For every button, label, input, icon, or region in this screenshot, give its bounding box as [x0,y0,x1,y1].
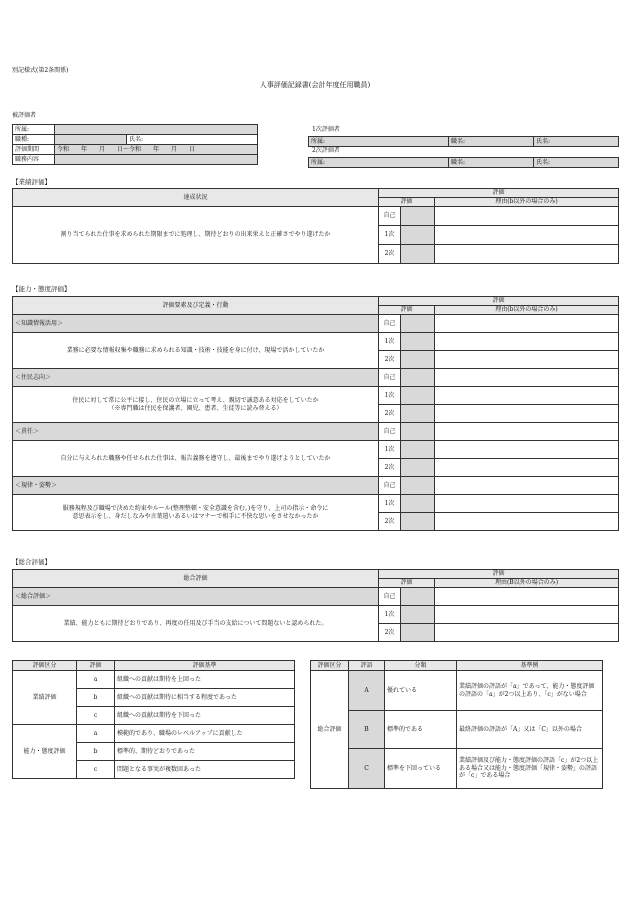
criteria-grade: c [77,707,115,725]
performance-rating-header: 評価 [379,198,435,207]
second-name-label: 氏名: [536,158,551,166]
performance-self-rating[interactable] [401,207,435,226]
competency-item-text: 住民に対して常に公平に接し、住民の立場に立って考え、親切で誠意ある対応をしていたか （※専門職は住民を保護者、園児、患者、生徒等に読み替える） [13,387,379,423]
criteria-left-header: 評価 [77,661,115,671]
criteria-class: 標準的である [385,711,457,749]
row-first-label: 1次 [379,606,401,624]
performance-second-reason[interactable] [435,245,619,264]
criteria-right-header: 評語 [349,661,385,671]
competency-self-reason[interactable] [435,315,619,333]
competency-item-text: 業務に必要な情報収集や職務に求められる知識・技術・技能を身に付け、現場で活かしていたか [13,333,379,369]
criteria-grade: a [77,725,115,743]
period-to: 令和 年 月 日 [129,145,196,153]
competency-first-rating[interactable] [401,495,435,513]
row-second-label: 2次 [379,513,401,531]
row-self-label: 自己 [379,423,401,441]
competency-item-text: 服務規程及び職場で決めた約束やルール(整理整頓・安全意識を含む。)を守り、上司の指示・命令に 意思表示をし、身だしなみや言葉遣いあるいはマナーで相手に不快な思いをさせなかったか [13,495,379,531]
criteria-class: 優れている [385,671,457,711]
criteria-example: 最終評価の評語が「A」又は「C」以外の場合 [457,711,603,749]
duties-field[interactable] [55,155,258,165]
first-title-label: 職名: [451,137,466,145]
competency-second-reason[interactable] [435,351,619,369]
row-self-label: 自己 [379,369,401,387]
overall-heading: 【総合評価】 [12,558,51,566]
affiliation-field[interactable] [55,125,258,135]
row-self-label: 自己 [379,207,401,226]
competency-heading: 【能力・態度評価】 [12,285,71,293]
first-name-label: 氏名: [536,137,551,145]
first-title-field[interactable] [449,137,534,147]
criteria-grade: B [349,711,385,749]
competency-first-reason[interactable] [435,333,619,351]
competency-eval-header: 評価 [379,297,619,306]
row-second-label: 2次 [379,405,401,423]
name-cell[interactable] [127,135,258,145]
row-self-label: 自己 [379,588,401,606]
competency-self-rating[interactable] [401,369,435,387]
competency-self-rating[interactable] [401,423,435,441]
criteria-text: 標準的、期待どおりであった [115,743,295,761]
criteria-group-overall: 総合評価 [311,671,349,789]
name-label: 氏名: [129,135,144,143]
overall-first-reason[interactable] [435,606,619,624]
criteria-right-header: 基準例 [457,661,603,671]
criteria-right-header: 分類 [385,661,457,671]
criteria-left-table [12,660,295,779]
competency-item-label: ＜知識情報活用＞ [13,315,379,333]
overall-self-reason[interactable] [435,588,619,606]
competency-self-rating[interactable] [401,477,435,495]
performance-first-reason[interactable] [435,226,619,245]
second-evaluator-heading: 2次評価者 [312,147,340,154]
performance-first-rating[interactable] [401,226,435,245]
competency-self-reason[interactable] [435,423,619,441]
competency-second-rating[interactable] [401,351,435,369]
performance-eval-header: 評価 [379,189,619,198]
overall-eval-header: 評価 [379,570,619,579]
second-affiliation-label: 所属: [311,158,326,166]
row-second-label: 2次 [379,624,401,642]
overall-reason-header: 理由(B以外の場合のみ) [435,579,619,588]
second-evaluator-table [308,157,619,168]
second-affiliation-field[interactable] [309,158,449,168]
row-first-label: 1次 [379,441,401,459]
competency-second-reason[interactable] [435,459,619,477]
competency-first-reason[interactable] [435,387,619,405]
criteria-grade: b [77,689,115,707]
criteria-example: 業績評価及び能力・態度評価の評語「c」が2つ以上ある場合又は能力・態度評価「規律・姿勢」の評語が「c」である場合 [457,749,603,789]
overall-table [12,569,619,642]
criteria-grade: C [349,749,385,789]
period-label: 評価期間 [13,145,55,155]
performance-self-reason[interactable] [435,207,619,226]
row-second-label: 2次 [379,245,401,264]
criteria-text: 模範的であり、職場のレベルアップに貢献した [115,725,295,743]
criteria-text: 組織への貢献は期待を下回った [115,707,295,725]
row-first-label: 1次 [379,333,401,351]
affiliation-label: 所属: [13,125,55,135]
overall-first-rating[interactable] [401,606,435,624]
performance-reason-header: 理由(b以外の場合のみ) [435,198,619,207]
competency-self-reason[interactable] [435,369,619,387]
criteria-grade: b [77,743,115,761]
first-name-field[interactable] [534,137,619,147]
performance-second-rating[interactable] [401,245,435,264]
competency-first-rating[interactable] [401,441,435,459]
competency-self-rating[interactable] [401,315,435,333]
criteria-left-header: 評価基準 [115,661,295,671]
competency-first-reason[interactable] [435,441,619,459]
overall-main-header: 総合評価 [13,570,379,588]
row-second-label: 2次 [379,459,401,477]
criteria-grade: c [77,761,115,779]
criteria-left-header: 評価区分 [13,661,77,671]
competency-item-label: ＜責任＞ [13,423,379,441]
competency-item-label: ＜規律・姿勢＞ [13,477,379,495]
criteria-grade: A [349,671,385,711]
overall-item-text: 業績、能力ともに期待どおりであり、再度の任用及び手当の支給について問題ないと認められた。 [13,606,379,642]
competency-reason-header: 理由(b以外の場合のみ) [435,306,619,315]
competency-item-text: 自分に与えられた職務や任せられた仕事は、報告義務を遵守し、最後までやり遂げようとしていたか [13,441,379,477]
overall-item-label: ＜総合評価＞ [13,588,379,606]
criteria-group-competency: 能力・態度評価 [13,725,77,779]
first-affiliation-field[interactable] [309,137,449,147]
criteria-text: 組織への貢献は期待を上回った [115,671,295,689]
position-field[interactable] [55,135,127,145]
form-number: 別記様式(第2条関係) [12,67,69,74]
position-label: 職種: [13,135,55,145]
performance-heading: 【業績評価】 [12,178,51,186]
duties-label: 職務内容 [13,155,55,165]
criteria-text: 組織への貢献は期待に相当する程度であった [115,689,295,707]
row-first-label: 1次 [379,387,401,405]
evaluatee-table [12,124,258,165]
row-self-label: 自己 [379,477,401,495]
performance-item: 割り当てられた仕事を求められた期限までに処理し、期待どおりの出来栄えと正確さでやり遂げたか [13,207,379,264]
row-self-label: 自己 [379,315,401,333]
competency-criteria-header: 評価要素及び定義・行動 [13,297,379,315]
period-field[interactable] [55,145,258,155]
performance-table [12,188,619,264]
first-affiliation-label: 所属: [311,137,326,145]
row-first-label: 1次 [379,495,401,513]
criteria-group-performance: 業績評価 [13,671,77,725]
evaluatee-heading: 被評価者 [12,112,37,119]
competency-self-reason[interactable] [435,477,619,495]
row-second-label: 2次 [379,351,401,369]
second-title-label: 職名: [451,158,466,166]
competency-first-reason[interactable] [435,495,619,513]
overall-second-reason[interactable] [435,624,619,642]
competency-item-label: ＜住民志向＞ [13,369,379,387]
criteria-right-table [310,660,603,789]
form-title: 人事評価記録書(会計年度任用職員) [259,81,371,89]
competency-second-reason[interactable] [435,405,619,423]
criteria-example: 業績評価の評語が「a」であって、能力・態度評価の評語の「a」が2つ以上あり、「c」がない場合 [457,671,603,711]
competency-second-reason[interactable] [435,513,619,531]
competency-first-rating[interactable] [401,387,435,405]
performance-status-header: 達成状況 [13,189,379,207]
overall-second-rating[interactable] [401,624,435,642]
competency-rating-header: 評価 [379,306,435,315]
first-evaluator-table [308,136,619,147]
criteria-text: 問題となる事実が複数回あった [115,761,295,779]
overall-self-rating[interactable] [401,588,435,606]
second-name-field[interactable] [534,158,619,168]
period-from: 令和 年 月 日～ [57,145,130,153]
competency-second-rating[interactable] [401,513,435,531]
criteria-class: 標準を下回っている [385,749,457,789]
second-title-field[interactable] [449,158,534,168]
competency-table [12,296,619,531]
competency-second-rating[interactable] [401,405,435,423]
overall-rating-header: 評価 [379,579,435,588]
criteria-grade: a [77,671,115,689]
criteria-right-header: 評価区分 [311,661,349,671]
competency-first-rating[interactable] [401,333,435,351]
first-evaluator-heading: 1次評価者 [312,126,340,133]
row-first-label: 1次 [379,226,401,245]
competency-second-rating[interactable] [401,459,435,477]
